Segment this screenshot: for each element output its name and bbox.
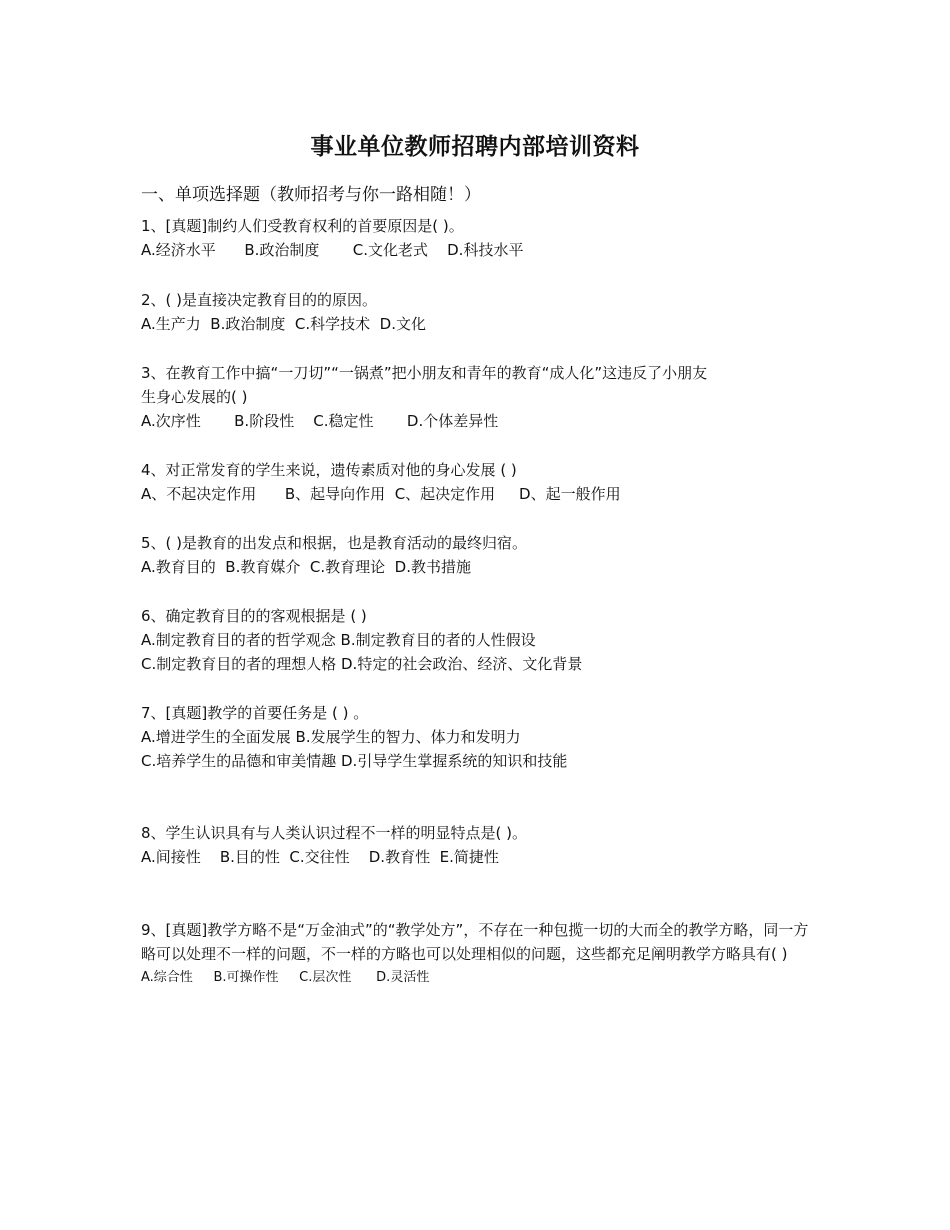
question-3 <box>141 361 821 433</box>
question-6 <box>141 604 821 676</box>
question-options: A.次序性 B.阶段性 C.稳定性 D.个体差异性 <box>141 412 499 430</box>
question-options: A.综合性 B.可操作性 C.层次性 D.灵活性 <box>141 970 430 985</box>
question-options: C.培养学生的品德和审美情趣 D.引导学生掌握系统的知识和技能 <box>141 752 568 770</box>
question-5 <box>141 531 821 579</box>
question-options: A.间接性 B.目的性 C.交往性 D.教育性 E.简捷性 <box>141 848 499 866</box>
question-8 <box>141 821 821 869</box>
section-heading: 一、单项选择题（教师招考与你一路相随！） <box>141 185 481 205</box>
question-stem: 2、( )是直接决定教育目的的原因。 <box>141 291 378 309</box>
question-options: A.经济水平 B.政治制度 C.文化老式 D.科技水平 <box>141 241 524 259</box>
question-7 <box>141 701 821 773</box>
question-options: C.制定教育目的者的理想人格 D.特定的社会政治、经济、文化背景 <box>141 655 583 673</box>
question-1 <box>141 214 821 262</box>
question-stem: 9、[真题]教学方略不是“万金油式”的“教学处方”，不存在一种包揽一切的大而全的教学方略，同一方略可以处理不一样的问题，不一样的方略也可以处理相似的问题，这些都充足阐明教学方略具有( ) <box>141 921 809 963</box>
question-9 <box>141 918 821 990</box>
question-options: A.生产力 B.政治制度 C.科学技术 D.文化 <box>141 315 426 333</box>
question-stem: 5、( )是教育的出发点和根据，也是教育活动的最终归宿。 <box>141 534 528 552</box>
question-options: A.增进学生的全面发展 B.发展学生的智力、体力和发明力 <box>141 728 521 746</box>
question-2 <box>141 288 821 336</box>
document-title: 事业单位教师招聘内部培训资料 <box>310 134 640 160</box>
question-options: A、不起决定作用 B、起导向作用 C、起决定作用 D、起一般作用 <box>141 485 621 503</box>
question-options: A.制定教育目的者的哲学观念 B.制定教育目的者的人性假设 <box>141 631 536 649</box>
question-stem: 7、[真题]教学的首要任务是 ( ) 。 <box>141 704 369 722</box>
question-stem: 3、在教育工作中搞“一刀切”“一锅煮”把小朋友和青年的教育“成人化”这违反了小朋友 <box>141 364 708 382</box>
question-stem: 6、确定教育目的的客观根据是 ( ) <box>141 607 367 625</box>
question-options: A.教育目的 B.教育媒介 C.教育理论 D.教书措施 <box>141 558 471 576</box>
question-stem-continuation: 生身心发展的( ) <box>141 388 248 406</box>
question-stem: 1、[真题]制约人们受教育权利的首要原因是( )。 <box>141 217 464 235</box>
question-4 <box>141 458 821 506</box>
question-stem: 4、对正常发育的学生来说，遗传素质对他的身心发展 ( ) <box>141 461 517 479</box>
question-stem: 8、学生认识具有与人类认识过程不一样的明显特点是( )。 <box>141 824 528 842</box>
